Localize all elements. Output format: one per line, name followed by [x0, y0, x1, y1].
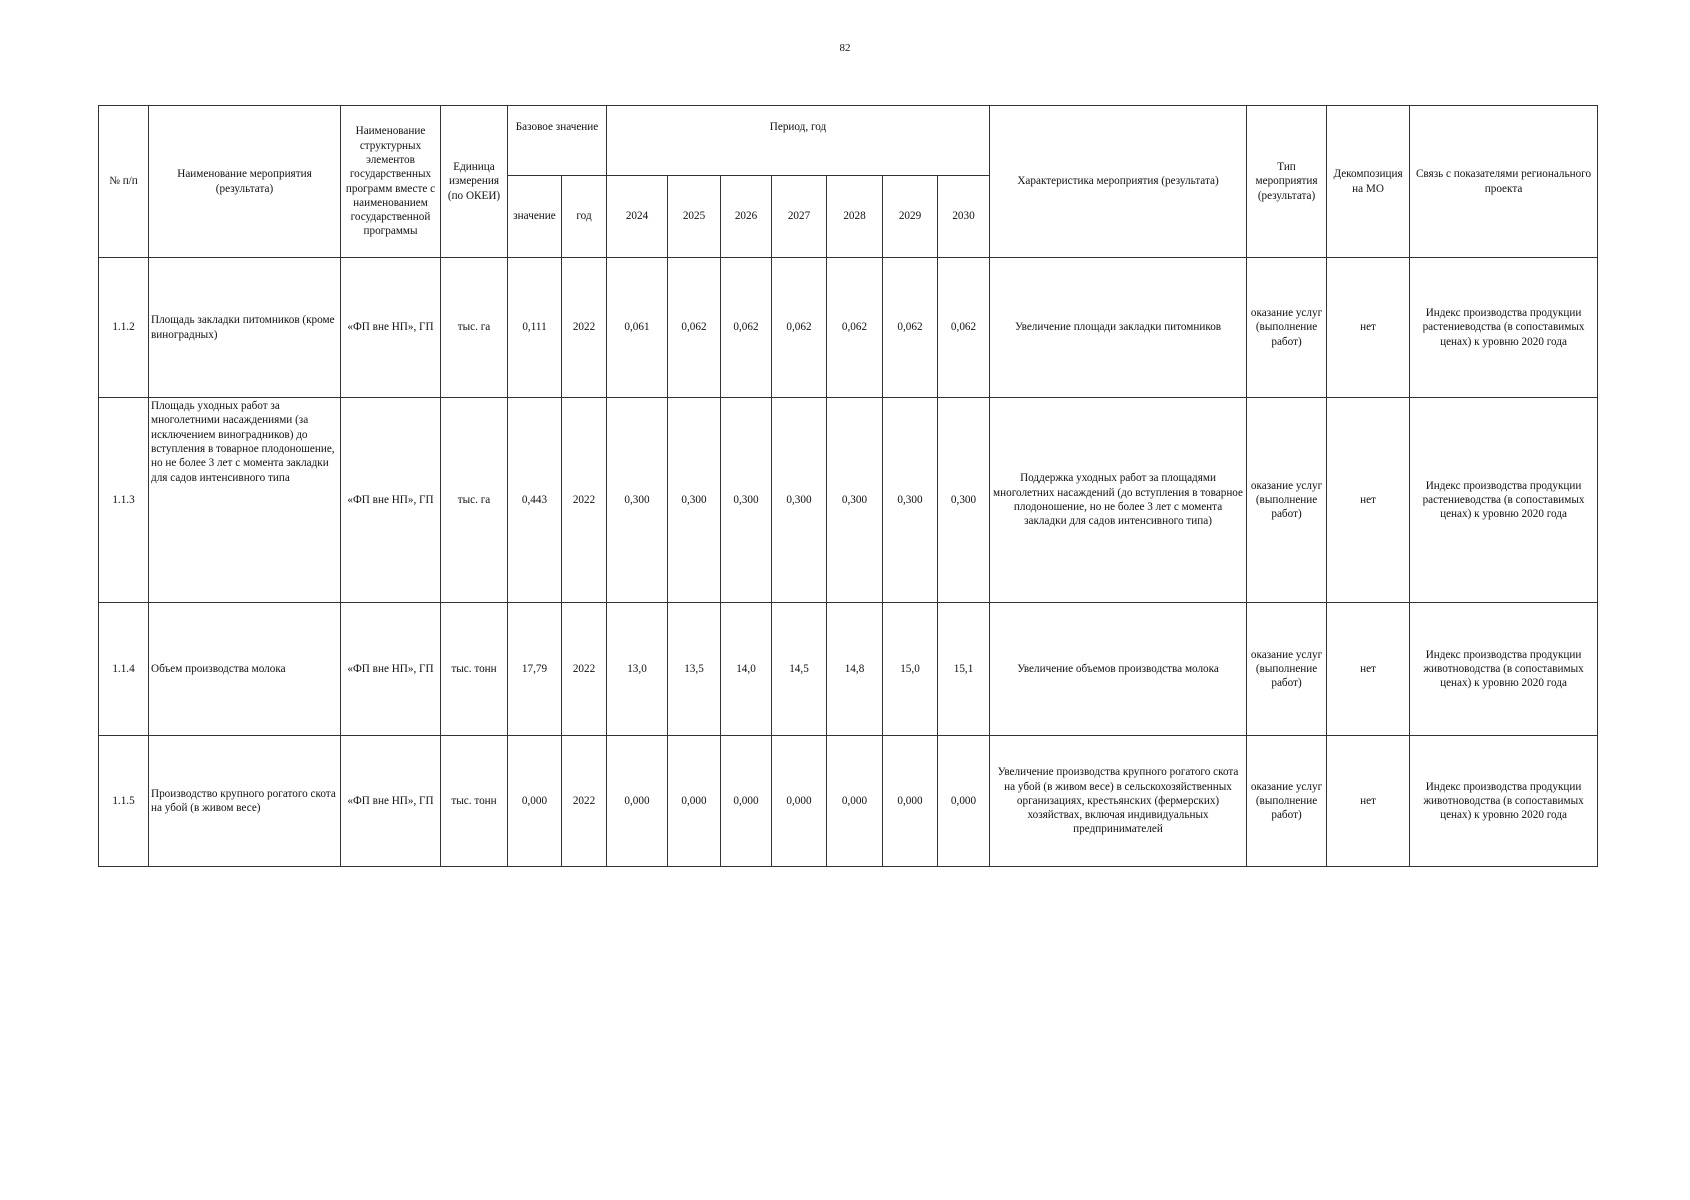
row-value-2029: 0,062	[883, 258, 938, 398]
row-base-value: 0,000	[508, 736, 562, 867]
header-char: Характеристика мероприятия (результата)	[990, 106, 1247, 258]
row-num: 1.1.4	[99, 603, 149, 736]
header-year-2025: 2025	[668, 176, 721, 258]
header-link: Связь с показателями регионального проекта	[1410, 106, 1598, 258]
row-value-2029: 15,0	[883, 603, 938, 736]
row-base-value: 17,79	[508, 603, 562, 736]
row-struct: «ФП вне НП», ГП	[341, 603, 441, 736]
row-value-2028: 14,8	[827, 603, 883, 736]
row-num: 1.1.2	[99, 258, 149, 398]
header-num: № п/п	[99, 106, 149, 258]
row-num: 1.1.3	[99, 398, 149, 603]
row-value-2026: 0,000	[721, 736, 772, 867]
row-value-2027: 0,000	[772, 736, 827, 867]
row-struct: «ФП вне НП», ГП	[341, 736, 441, 867]
header-year-2028: 2028	[827, 176, 883, 258]
row-value-2029: 0,300	[883, 398, 938, 603]
table-row	[99, 258, 1598, 398]
row-value-2026: 0,062	[721, 258, 772, 398]
row-value-2027: 14,5	[772, 603, 827, 736]
activities-table	[98, 105, 1598, 867]
row-type: оказание услуг (выполнение работ)	[1247, 603, 1327, 736]
row-type: оказание услуг (выполнение работ)	[1247, 398, 1327, 603]
header-year-2030: 2030	[938, 176, 990, 258]
row-char: Увеличение производства крупного рогатого скота на убой (в живом весе) в сельскохозяйственных организациях, крестьянских (фермерских) хозяйствах, включая индивидуальных предпринимателей	[990, 736, 1247, 867]
row-value-2030: 0,062	[938, 258, 990, 398]
header-struct: Наименование структурных элементов государственных программ вместе с наименованием государственной программы	[341, 106, 441, 258]
row-base-value: 0,111	[508, 258, 562, 398]
row-value-2025: 13,5	[668, 603, 721, 736]
row-decomp: нет	[1327, 736, 1410, 867]
row-num: 1.1.5	[99, 736, 149, 867]
row-value-2026: 0,300	[721, 398, 772, 603]
header-name: Наименование мероприятия (результата)	[149, 106, 341, 258]
header-base-year: год	[562, 176, 607, 258]
row-name: Площадь уходных работ за многолетними насаждениями (за исключением виноградников) до вступления в товарное плодоношение, но не более 3 лет с момента закладки для садов интенсивного типа	[149, 398, 341, 603]
row-struct: «ФП вне НП», ГП	[341, 398, 441, 603]
row-decomp: нет	[1327, 398, 1410, 603]
row-unit: тыс. тонн	[441, 736, 508, 867]
header-base: Базовое значение	[508, 106, 607, 176]
row-link: Индекс производства продукции растениеводства (в сопоставимых ценах) к уровню 2020 года	[1410, 398, 1598, 603]
row-base-value: 0,443	[508, 398, 562, 603]
row-value-2027: 0,300	[772, 398, 827, 603]
row-name: Производство крупного рогатого скота на убой (в живом весе)	[149, 736, 341, 867]
header-period: Период, год	[607, 106, 990, 176]
row-link: Индекс производства продукции животноводства (в сопоставимых ценах) к уровню 2020 года	[1410, 736, 1598, 867]
row-name: Объем производства молока	[149, 603, 341, 736]
header-year-2029: 2029	[883, 176, 938, 258]
row-decomp: нет	[1327, 258, 1410, 398]
row-value-2028: 0,300	[827, 398, 883, 603]
row-char: Увеличение площади закладки питомников	[990, 258, 1247, 398]
row-char: Поддержка уходных работ за площадями многолетних насаждений (до вступления в товарное плодоношение, но не более 3 лет с момента закладки для садов интенсивного типа)	[990, 398, 1247, 603]
table-row	[99, 736, 1598, 867]
row-value-2027: 0,062	[772, 258, 827, 398]
row-value-2024: 13,0	[607, 603, 668, 736]
row-decomp: нет	[1327, 603, 1410, 736]
header-type: Тип мероприятия (результата)	[1247, 106, 1327, 258]
row-base-year: 2022	[562, 398, 607, 603]
row-value-2025: 0,000	[668, 736, 721, 867]
row-value-2026: 14,0	[721, 603, 772, 736]
row-base-year: 2022	[562, 736, 607, 867]
row-type: оказание услуг (выполнение работ)	[1247, 258, 1327, 398]
row-unit: тыс. га	[441, 258, 508, 398]
row-value-2025: 0,300	[668, 398, 721, 603]
row-link: Индекс производства продукции животноводства (в сопоставимых ценах) к уровню 2020 года	[1410, 603, 1598, 736]
row-value-2024: 0,000	[607, 736, 668, 867]
row-unit: тыс. тонн	[441, 603, 508, 736]
header-row-top	[99, 106, 1598, 176]
header-base-value: значение	[508, 176, 562, 258]
header-year-2026: 2026	[721, 176, 772, 258]
row-value-2030: 15,1	[938, 603, 990, 736]
row-value-2025: 0,062	[668, 258, 721, 398]
row-base-year: 2022	[562, 258, 607, 398]
row-value-2028: 0,000	[827, 736, 883, 867]
table-row	[99, 603, 1598, 736]
row-value-2028: 0,062	[827, 258, 883, 398]
row-struct: «ФП вне НП», ГП	[341, 258, 441, 398]
row-value-2030: 0,300	[938, 398, 990, 603]
row-link: Индекс производства продукции растениеводства (в сопоставимых ценах) к уровню 2020 года	[1410, 258, 1598, 398]
header-unit: Единица измерения (по ОКЕИ)	[441, 106, 508, 258]
row-name: Площадь закладки питомников (кроме виноградных)	[149, 258, 341, 398]
row-value-2030: 0,000	[938, 736, 990, 867]
page-number: 82	[839, 42, 851, 54]
header-year-2027: 2027	[772, 176, 827, 258]
row-value-2024: 0,061	[607, 258, 668, 398]
row-value-2029: 0,000	[883, 736, 938, 867]
header-year-2024: 2024	[607, 176, 668, 258]
table-row	[99, 398, 1598, 603]
row-char: Увеличение объемов производства молока	[990, 603, 1247, 736]
row-type: оказание услуг (выполнение работ)	[1247, 736, 1327, 867]
row-unit: тыс. га	[441, 398, 508, 603]
row-value-2024: 0,300	[607, 398, 668, 603]
header-decomp: Декомпозиция на МО	[1327, 106, 1410, 258]
row-base-year: 2022	[562, 603, 607, 736]
